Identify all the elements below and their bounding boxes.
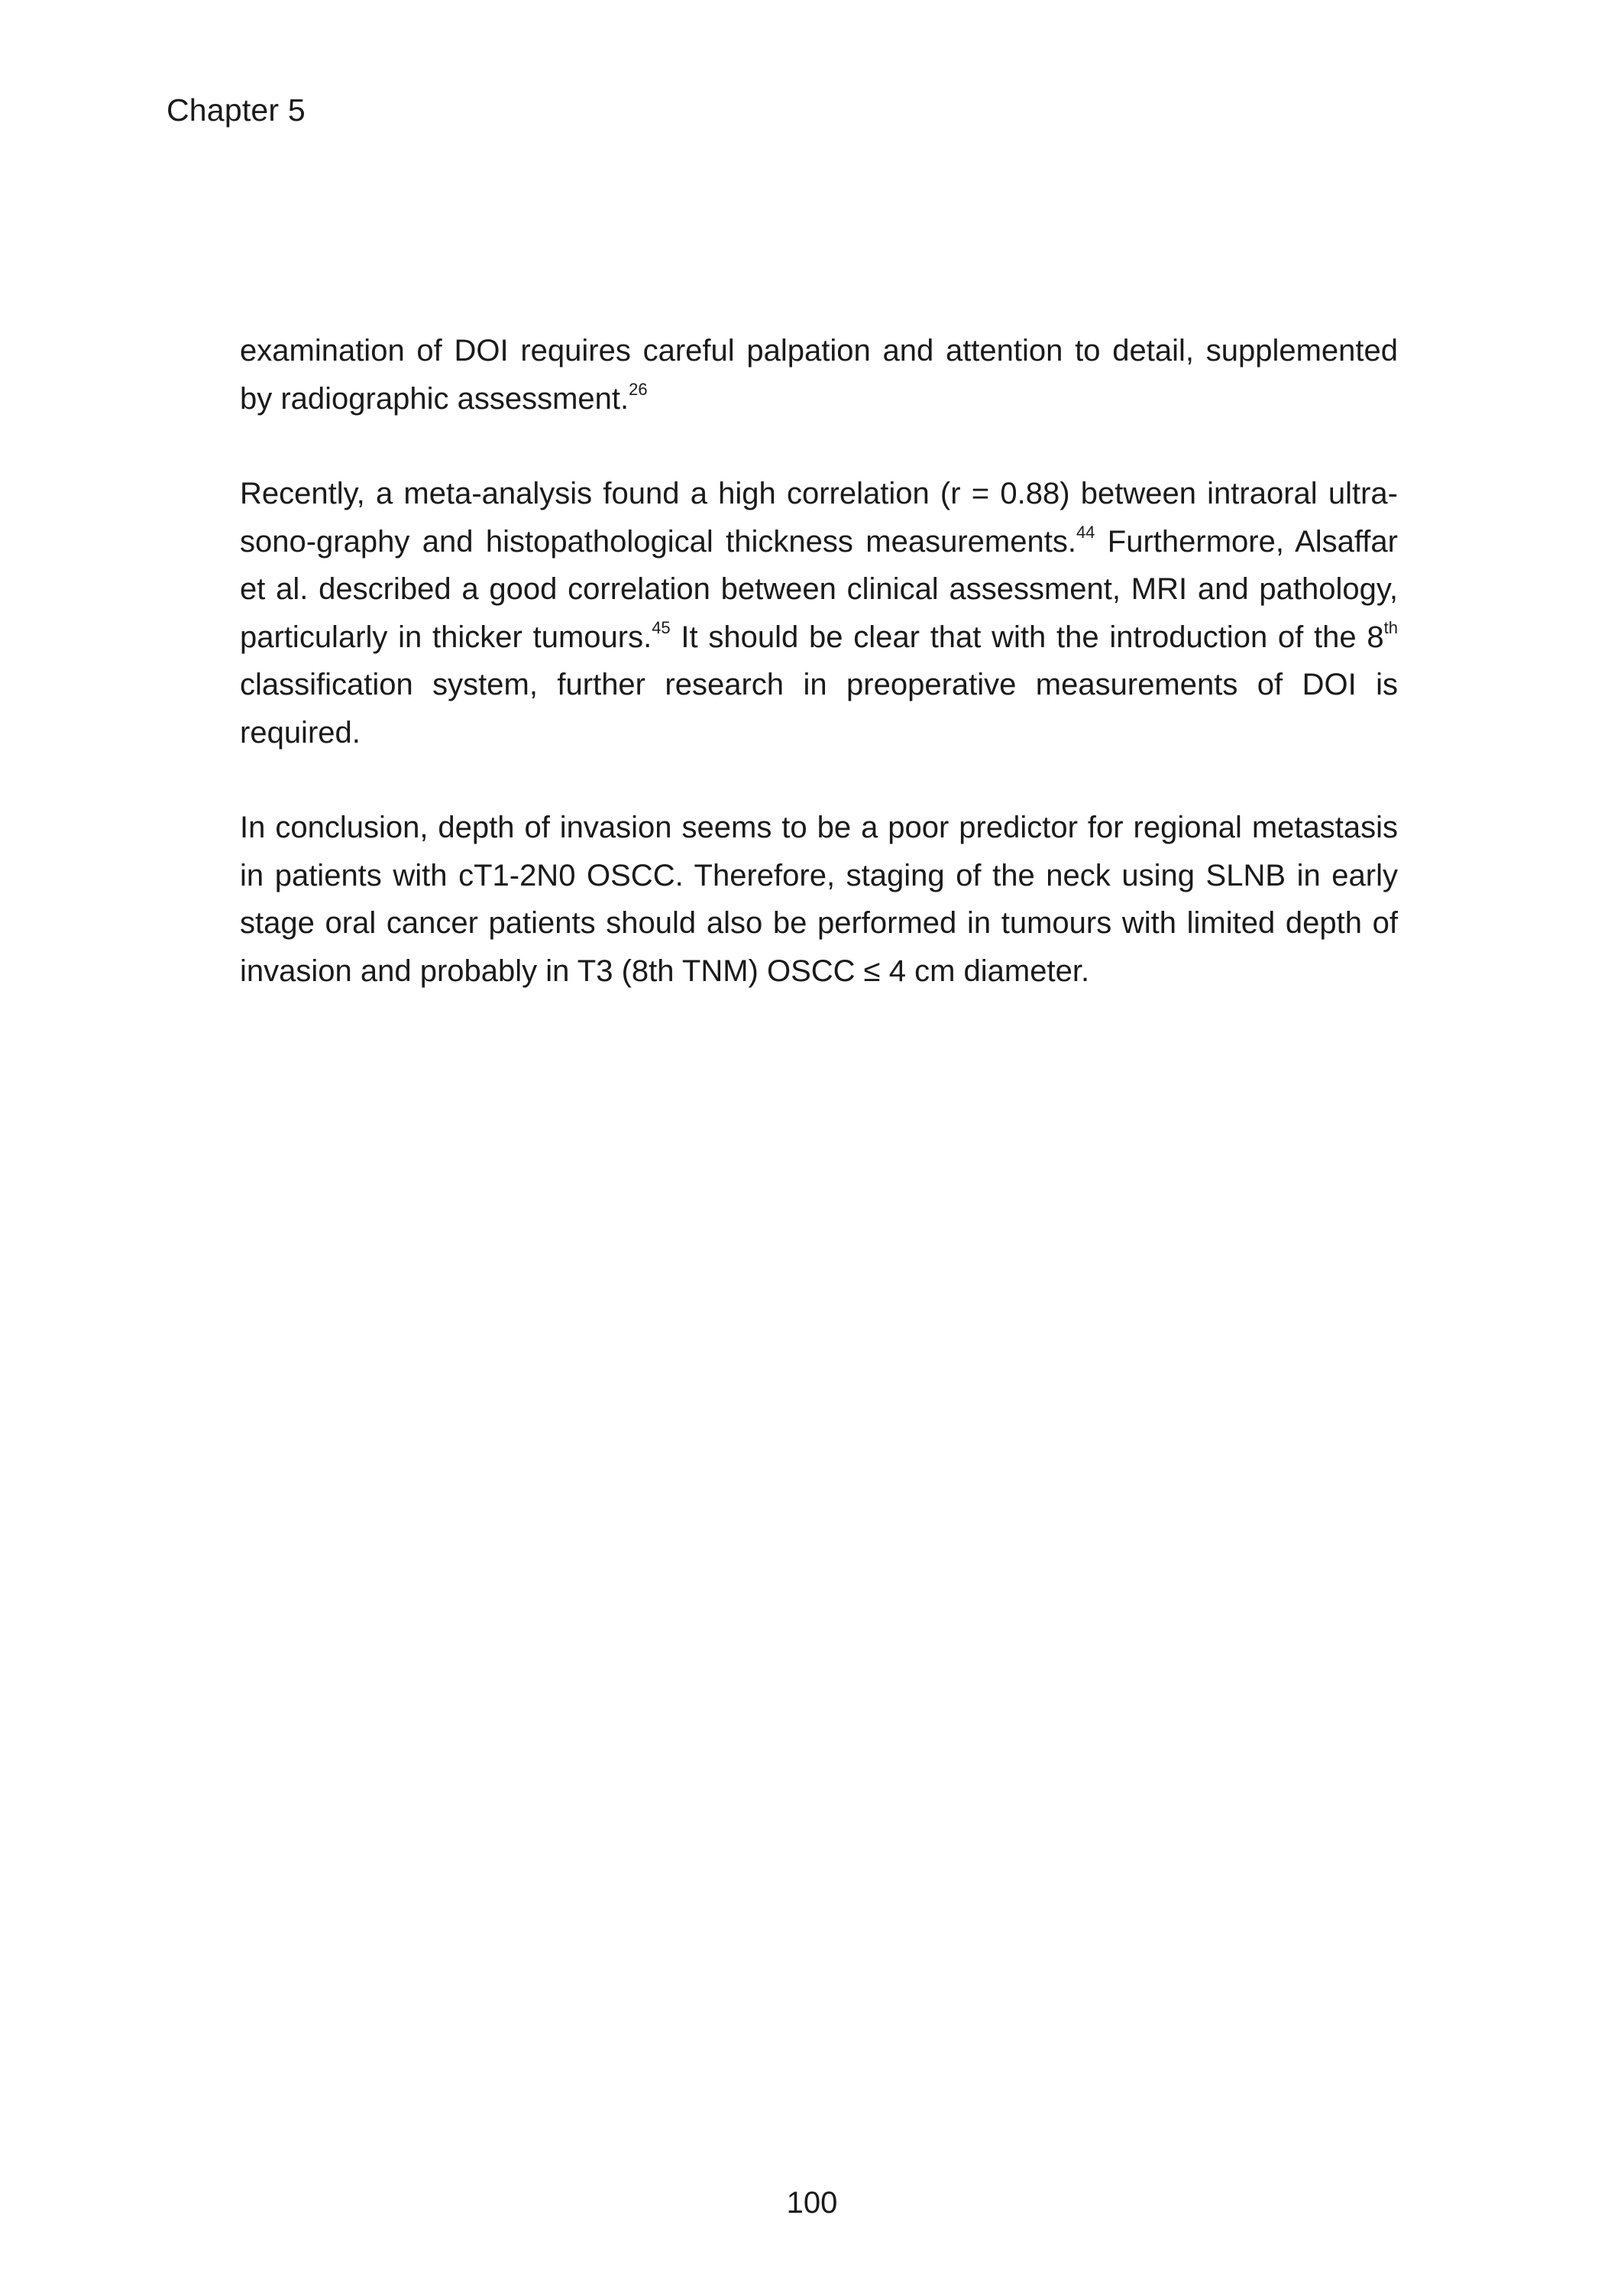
paragraph-conclusion: [240, 804, 1398, 995]
reference-superscript: 26: [629, 379, 648, 399]
paragraph-radiographic-assessment: [240, 327, 1398, 423]
page-number: 100: [786, 2186, 838, 2220]
reference-superscript: 45: [652, 617, 671, 637]
ordinal-superscript: th: [1383, 617, 1398, 637]
paragraph-text: It should be clear that with the introduction of the 8: [670, 620, 1384, 654]
body-text: [240, 327, 1398, 995]
paragraph-text: classification system, further research in preoperative measurements of DOI is required.: [240, 668, 1398, 750]
paragraph-text: Recently, a meta-analysis found a high correlation (r = 0.88) between intraoral ultra-sono-graphy and histopathological thickness measurements.: [240, 477, 1398, 559]
reference-superscript: 44: [1076, 522, 1095, 542]
paragraph-text: examination of DOI requires careful palpation and attention to detail, supplemented by radiographic assessment.: [240, 334, 1398, 416]
paragraph-ultrasonography-correlation: [240, 470, 1398, 756]
paragraph-text: In conclusion, depth of invasion seems to be a poor predictor for regional metastasis in patients with cT1-2N0 OSCC. Therefore, staging of the neck using SLNB in early stage oral cancer patients should also be performed in tumours with limited depth of invasion and probably in T3 (8th TNM) OSCC ≤ 4 cm diameter.: [240, 811, 1398, 988]
paragraph-text: Furthermore, Alsaffar et al. described a good correlation between clinical assessment, MRI and pathology, particularly in thicker tumours.: [240, 524, 1398, 654]
running-header: Chapter 5: [167, 92, 306, 128]
